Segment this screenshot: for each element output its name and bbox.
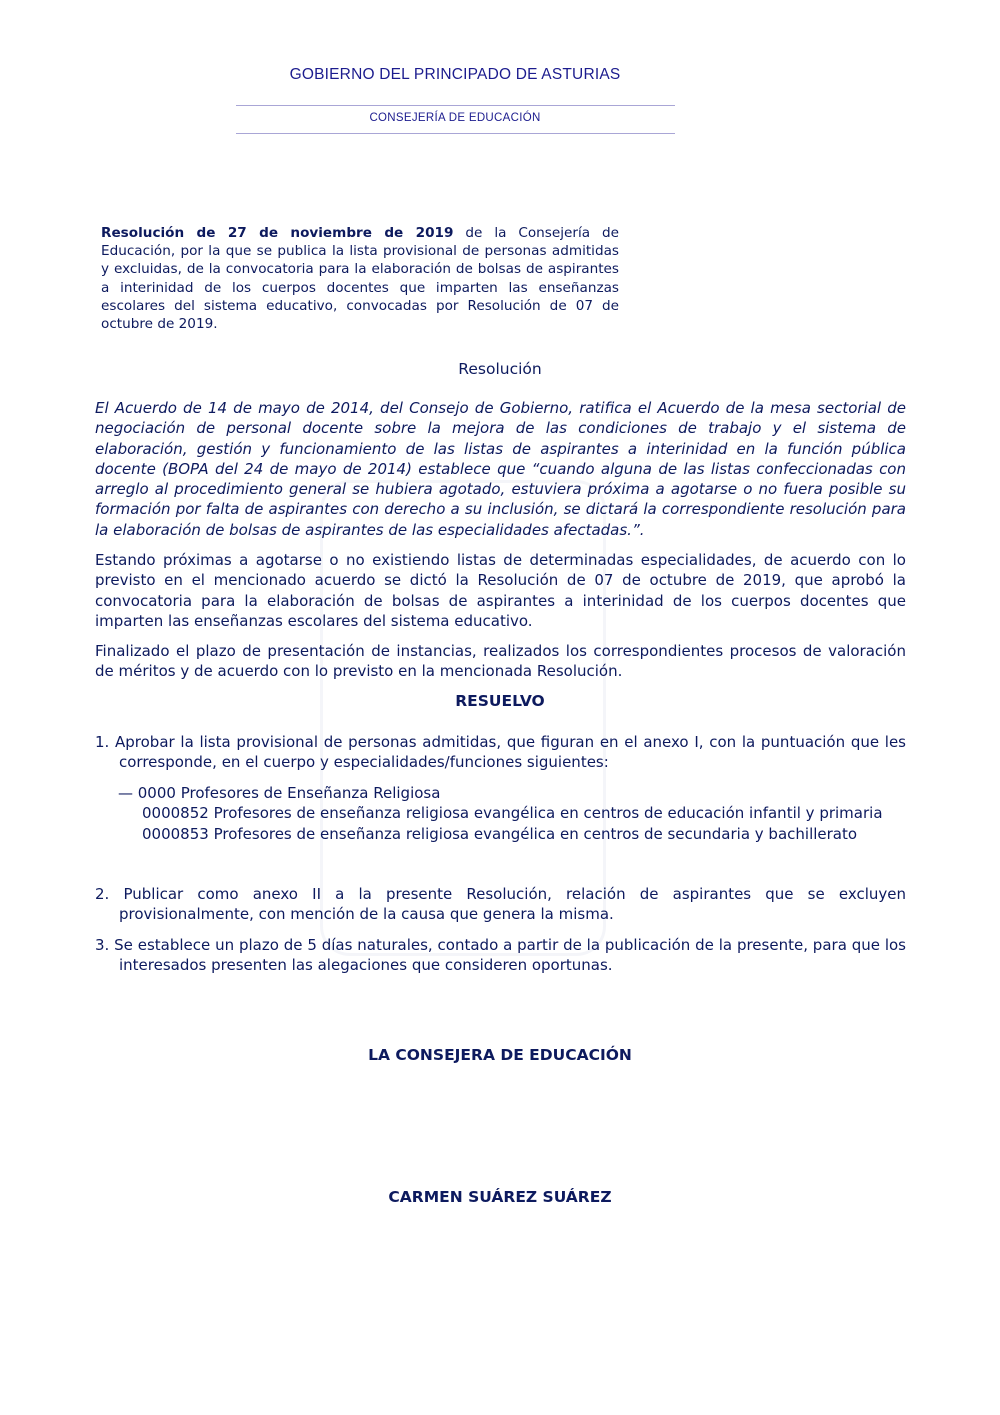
section-title: Resolución xyxy=(458,360,542,378)
header-subtitle: CONSEJERÍA DE EDUCACIÓN xyxy=(369,112,541,124)
list-item-2: 2. Publicar como anexo II a la presente Resolución, relación de aspirantes que se excluyen provisionalmente, con mención de la causa que genera la misma. xyxy=(95,885,906,924)
header-title: GOBIERNO DEL PRINCIPADO DE ASTURIAS xyxy=(289,66,621,83)
summary-text: de la Consejería de Educación, por la que se publica la lista provisional de personas admitidas y excluidas, de la convocatoria para la elaboración de bolsas de aspirantes a interinidad de los cuerpos docentes que imparten las enseñanzas escolares del sistema educativo, convocadas por Resolución de 07 de octubre de 2019. xyxy=(101,225,619,333)
summary-bold: Resolución de 27 de noviembre de 2019 xyxy=(101,225,454,241)
specialty-body: — 0000 Profesores de Enseñanza Religiosa xyxy=(118,784,441,802)
header-divider-top xyxy=(236,105,675,106)
resuelvo-heading: RESUELVO xyxy=(455,692,545,710)
resolution-summary xyxy=(101,224,619,333)
paragraph-finalizado: Finalizado el plazo de presentación de instancias, realizados los correspondientes procesos de valoración de méritos y de acuerdo con lo previsto en la mencionada Resolución. xyxy=(95,642,906,681)
list-item-1: 1. Aprobar la lista provisional de personas admitidas, que figuran en el anexo I, con la puntuación que les corresponde, en el cuerpo y especialidades/funciones siguientes: xyxy=(95,733,906,772)
signature-name: CARMEN SUÁREZ SUÁREZ xyxy=(388,1188,612,1206)
paragraph-estando: Estando próximas a agotarse o no existiendo listas de determinadas especialidades, de acuerdo con lo previsto en el mencionado acuerdo se dictó la Resolución de 07 de octubre de 2019, que aprobó la convocatoria para la elaboración de bolsas de aspirantes a interinidad de los cuerpos docentes que imparten las enseñanzas escolares del sistema educativo. xyxy=(95,551,906,630)
specialty-line: 0000852 Profesores de enseñanza religiosa evangélica en centros de educación infantil y primaria xyxy=(142,804,883,823)
paragraph-acuerdo: El Acuerdo de 14 de mayo de 2014, del Consejo de Gobierno, ratifica el Acuerdo de la mesa sectorial de negociación de personal docente sobre la mejora de las condiciones de trabajo y el sistema de elaboración, gestión y funcionamiento de las listas de aspirantes a interinidad en la función pública docente (BOPA del 24 de mayo de 2014) establece que “cuando alguna de las listas confeccionadas con arreglo al procedimiento general se hubiera agotado, estuviera próxima a agotarse o no fuera posible su formación por falta de aspirantes con derecho a su inclusión, se dictará la correspondiente resolución para la elaboración de bolsas de aspirantes de las especialidades afectadas.”. xyxy=(95,399,906,539)
specialty-list xyxy=(118,783,883,844)
header-divider-bottom xyxy=(236,133,675,134)
signature-role: LA CONSEJERA DE EDUCACIÓN xyxy=(368,1046,632,1064)
specialty-line: 0000853 Profesores de enseñanza religiosa evangélica en centros de secundaria y bachillerato xyxy=(142,824,858,843)
list-item-3: 3. Se establece un plazo de 5 días naturales, contado a partir de la publicación de la presente, para que los interesados presenten las alegaciones que consideren oportunas. xyxy=(95,936,906,975)
